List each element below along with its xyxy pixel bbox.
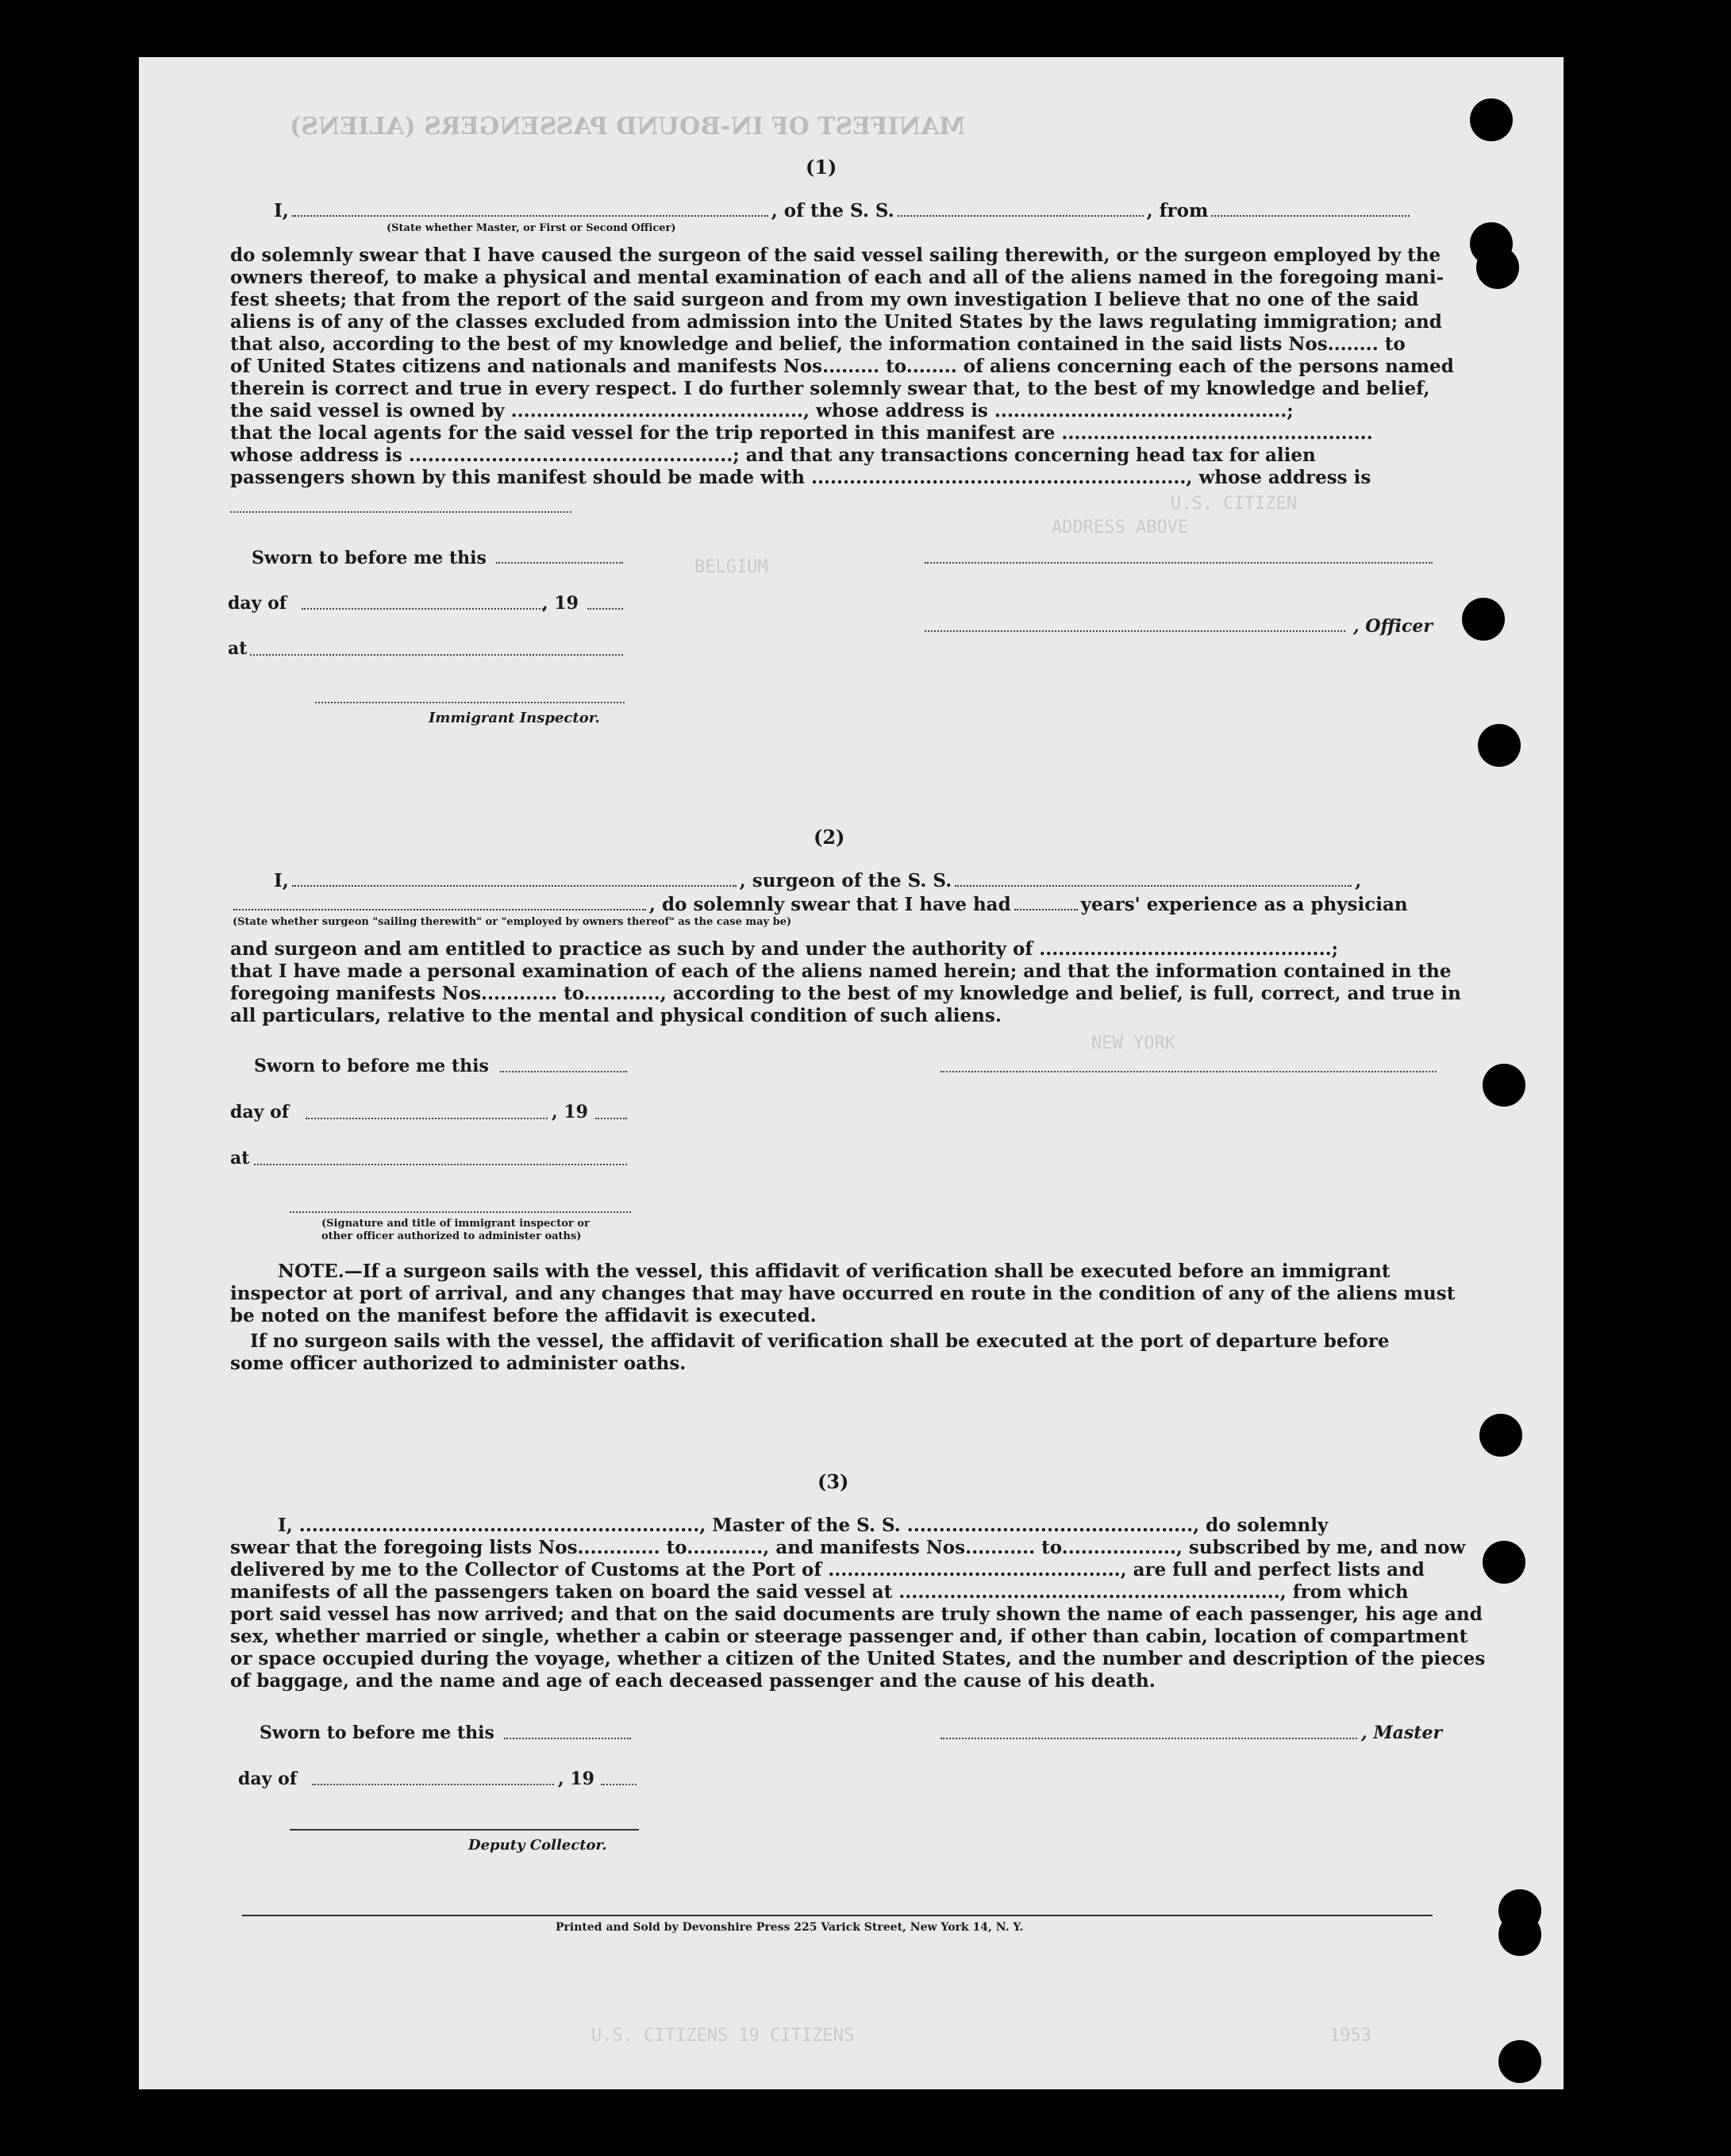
sworn-line [496, 562, 623, 564]
punch-hole [1498, 1913, 1541, 1956]
day-line [302, 608, 544, 610]
sworn-line [504, 1738, 631, 1739]
sworn-label: Sworn to before me this [254, 1056, 489, 1076]
day-line [312, 1784, 554, 1785]
inspector-label: Immigrant Inspector. [429, 710, 600, 726]
section-1-note: (State whether Master, or First or Second Officer) [387, 222, 676, 234]
day-of-label: day of [238, 1769, 298, 1789]
year-line [587, 608, 623, 610]
bleed-entry: BELGIUM [694, 557, 768, 577]
punch-hole [1483, 1541, 1525, 1584]
at-label: at [228, 638, 248, 659]
collector-signature-line [290, 1829, 639, 1831]
punch-hole [1476, 246, 1519, 289]
day-of-label: day of [230, 1102, 290, 1122]
sig-note: other officer authorized to administer oaths) [321, 1230, 582, 1242]
year-label: , 19 [552, 1102, 588, 1122]
bleed-entry: ADDRESS ABOVE [1052, 518, 1189, 537]
section-2-line1: I, , surgeon of the S. S. , [274, 870, 1362, 891]
punch-hole [1479, 1414, 1522, 1457]
inspector-signature-line [290, 1211, 631, 1213]
punch-hole [1483, 1064, 1525, 1107]
footer-divider [242, 1915, 1433, 1916]
sworn-line [500, 1071, 627, 1072]
inspector-signature-line [315, 702, 625, 703]
section-3-number: (3) [817, 1470, 849, 1493]
day-line [306, 1118, 548, 1119]
officer-line [925, 630, 1345, 632]
collector-label: Deputy Collector. [468, 1837, 607, 1854]
punch-hole [1470, 98, 1513, 141]
section-1-line1: I, , of the S. S. , from [274, 200, 1413, 221]
bleed-entry: U.S. CITIZEN [1171, 494, 1297, 514]
year-label: , 19 [542, 593, 579, 614]
sworn-label: Sworn to before me this [260, 1723, 494, 1743]
at-line [254, 1164, 627, 1165]
section-2-line2: , do solemnly swear that I have had years' experience as a physician [230, 894, 1408, 915]
surgeon-signature-line [941, 1071, 1437, 1072]
sig-note: (Signature and title of immigrant inspector or [321, 1218, 590, 1230]
at-label: at [230, 1148, 250, 1168]
note-label: NOTE. [278, 1261, 344, 1282]
at-line [250, 654, 623, 656]
continuation-line [230, 511, 571, 513]
punch-hole [1498, 2040, 1541, 2083]
printer-footer: Printed and Sold by Devonshire Press 225 Varick Street, New York 14, N. Y. [556, 1921, 1024, 1934]
bleed-entry: U.S. CITIZENS 19 CITIZENS [591, 2026, 855, 2046]
section-2-note: (State whether surgeon "sailing therewith" or "employed by owners thereof" as the case may be) [233, 916, 792, 928]
master-label: , Master [1361, 1723, 1443, 1743]
section-1-number: (1) [806, 156, 837, 179]
section-2-number: (2) [814, 826, 845, 849]
master-signature-line [941, 1738, 1357, 1739]
officer-signature-line [925, 562, 1433, 564]
punch-hole [1462, 598, 1505, 641]
manifest-page: MANIFEST OF IN-BOUND PASSENGERS (ALIENS) U.S. CITIZEN ADDRESS ABOVE BELGIUM NEW YORK U.S. CITIZENS 19 CITIZENS 1953 (1) I, , of the S. S. , from (State whether Master, or First or Second Officer) do solemnly swear that I have caused the surgeon of the said vessel sailing therewith, or the surgeon employed by the owners thereof, to make a physical and mental examination of each and all of the aliens named in the foregoing mani- fest sheets; that from the report of the said surgeon and from my own investigation I believe that no one of the said aliens is of any of the classes excluded from admission into the United States by the laws regulating immigration; and that also, according to the best of my knowledge and belief, the information contained in the said lists Nos........ to of United States citizens and nationals and manifests Nos......... to........ of aliens concerning each of the persons named therein is correct and true in every respect. I do further solemnly swear that, to the best of my knowledge and belief, the said vessel is owned by .............................................., whose address is ..............................................; that the local agents for the said vessel for the trip reported in this manifest are ................................................. whose address is ...................................................; and that any transactions concerning head tax for alien passengers shown by this manifest should be made with ..........................................................., whose address is Sworn to before me this day of , 19 , Officer at Immigrant Inspector. (2) I, , surgeon of the S. S. , , do solemnly swear that I have had years' experience as a physician (State whether surgeon "sailing therewith" or "employed by owners thereof" as the case may be) and surgeon and am entitled to practice as such by and under the authority of ..............................................; that I have made a personal examination of each of the aliens named herein; and that the information contained in the foregoing manifests Nos............ to............, according to the best of my knowledge and belief, is full, correct, and true in all particulars, relative to the mental and physical condition of such aliens. Sworn to before me this day of , 19 at (Signature and title of immigrant inspector or other officer authorized to administer oaths) NOTE.—If a surgeon sails with the vessel, this affidavit of verification shall be executed before an immigrant inspector at port of arrival, and any changes that may have occurred en route in the condition of any of the aliens must be noted on the manifest before the affidavit is executed. If no surgeon sails with the vessel, the affidavit of verification shall be executed at the port of departure before some officer authorized to administer oaths. (3) I, ..............................................................., Master of the S. S. ............................................., do solemnly swear that the foregoing lists Nos............. to............, and manifests Nos........... to.................., subscribed by me, and now delivered by me to the Collector of Customs at the Port of .............................................., are full and perfect lists and manifests of all the passengers taken on board the said vessel at ............................................................, from which port said vessel has now arrived; and that on the said documents are truly shown the name of each passenger, his age and sex, whether married or single, whether a cabin or steerage passenger and, if other than cabin, location of compartment or space occupied during the voyage, whether a citizen of the United States, and the number and description of the pieces of baggage, and the name and age of each deceased passenger and the cause of his death. Sworn to before me this , Master day of , 19 Deputy Collector. Printed and Sold by Devonshire Press 225 Varick Street, New York 14, N. Y. [139, 57, 1564, 2089]
officer-label: , Officer [1353, 616, 1433, 637]
bleed-entry: NEW YORK [1091, 1034, 1175, 1053]
sworn-label: Sworn to before me this [252, 548, 487, 568]
bleed-title: MANIFEST OF IN-BOUND PASSENGERS (ALIENS) [290, 113, 966, 141]
bleed-year: 1953 [1329, 2026, 1371, 2046]
year-line [595, 1118, 627, 1119]
year-line [601, 1784, 637, 1785]
punch-hole [1478, 724, 1521, 767]
day-of-label: day of [228, 593, 287, 614]
year-label: , 19 [558, 1769, 594, 1789]
